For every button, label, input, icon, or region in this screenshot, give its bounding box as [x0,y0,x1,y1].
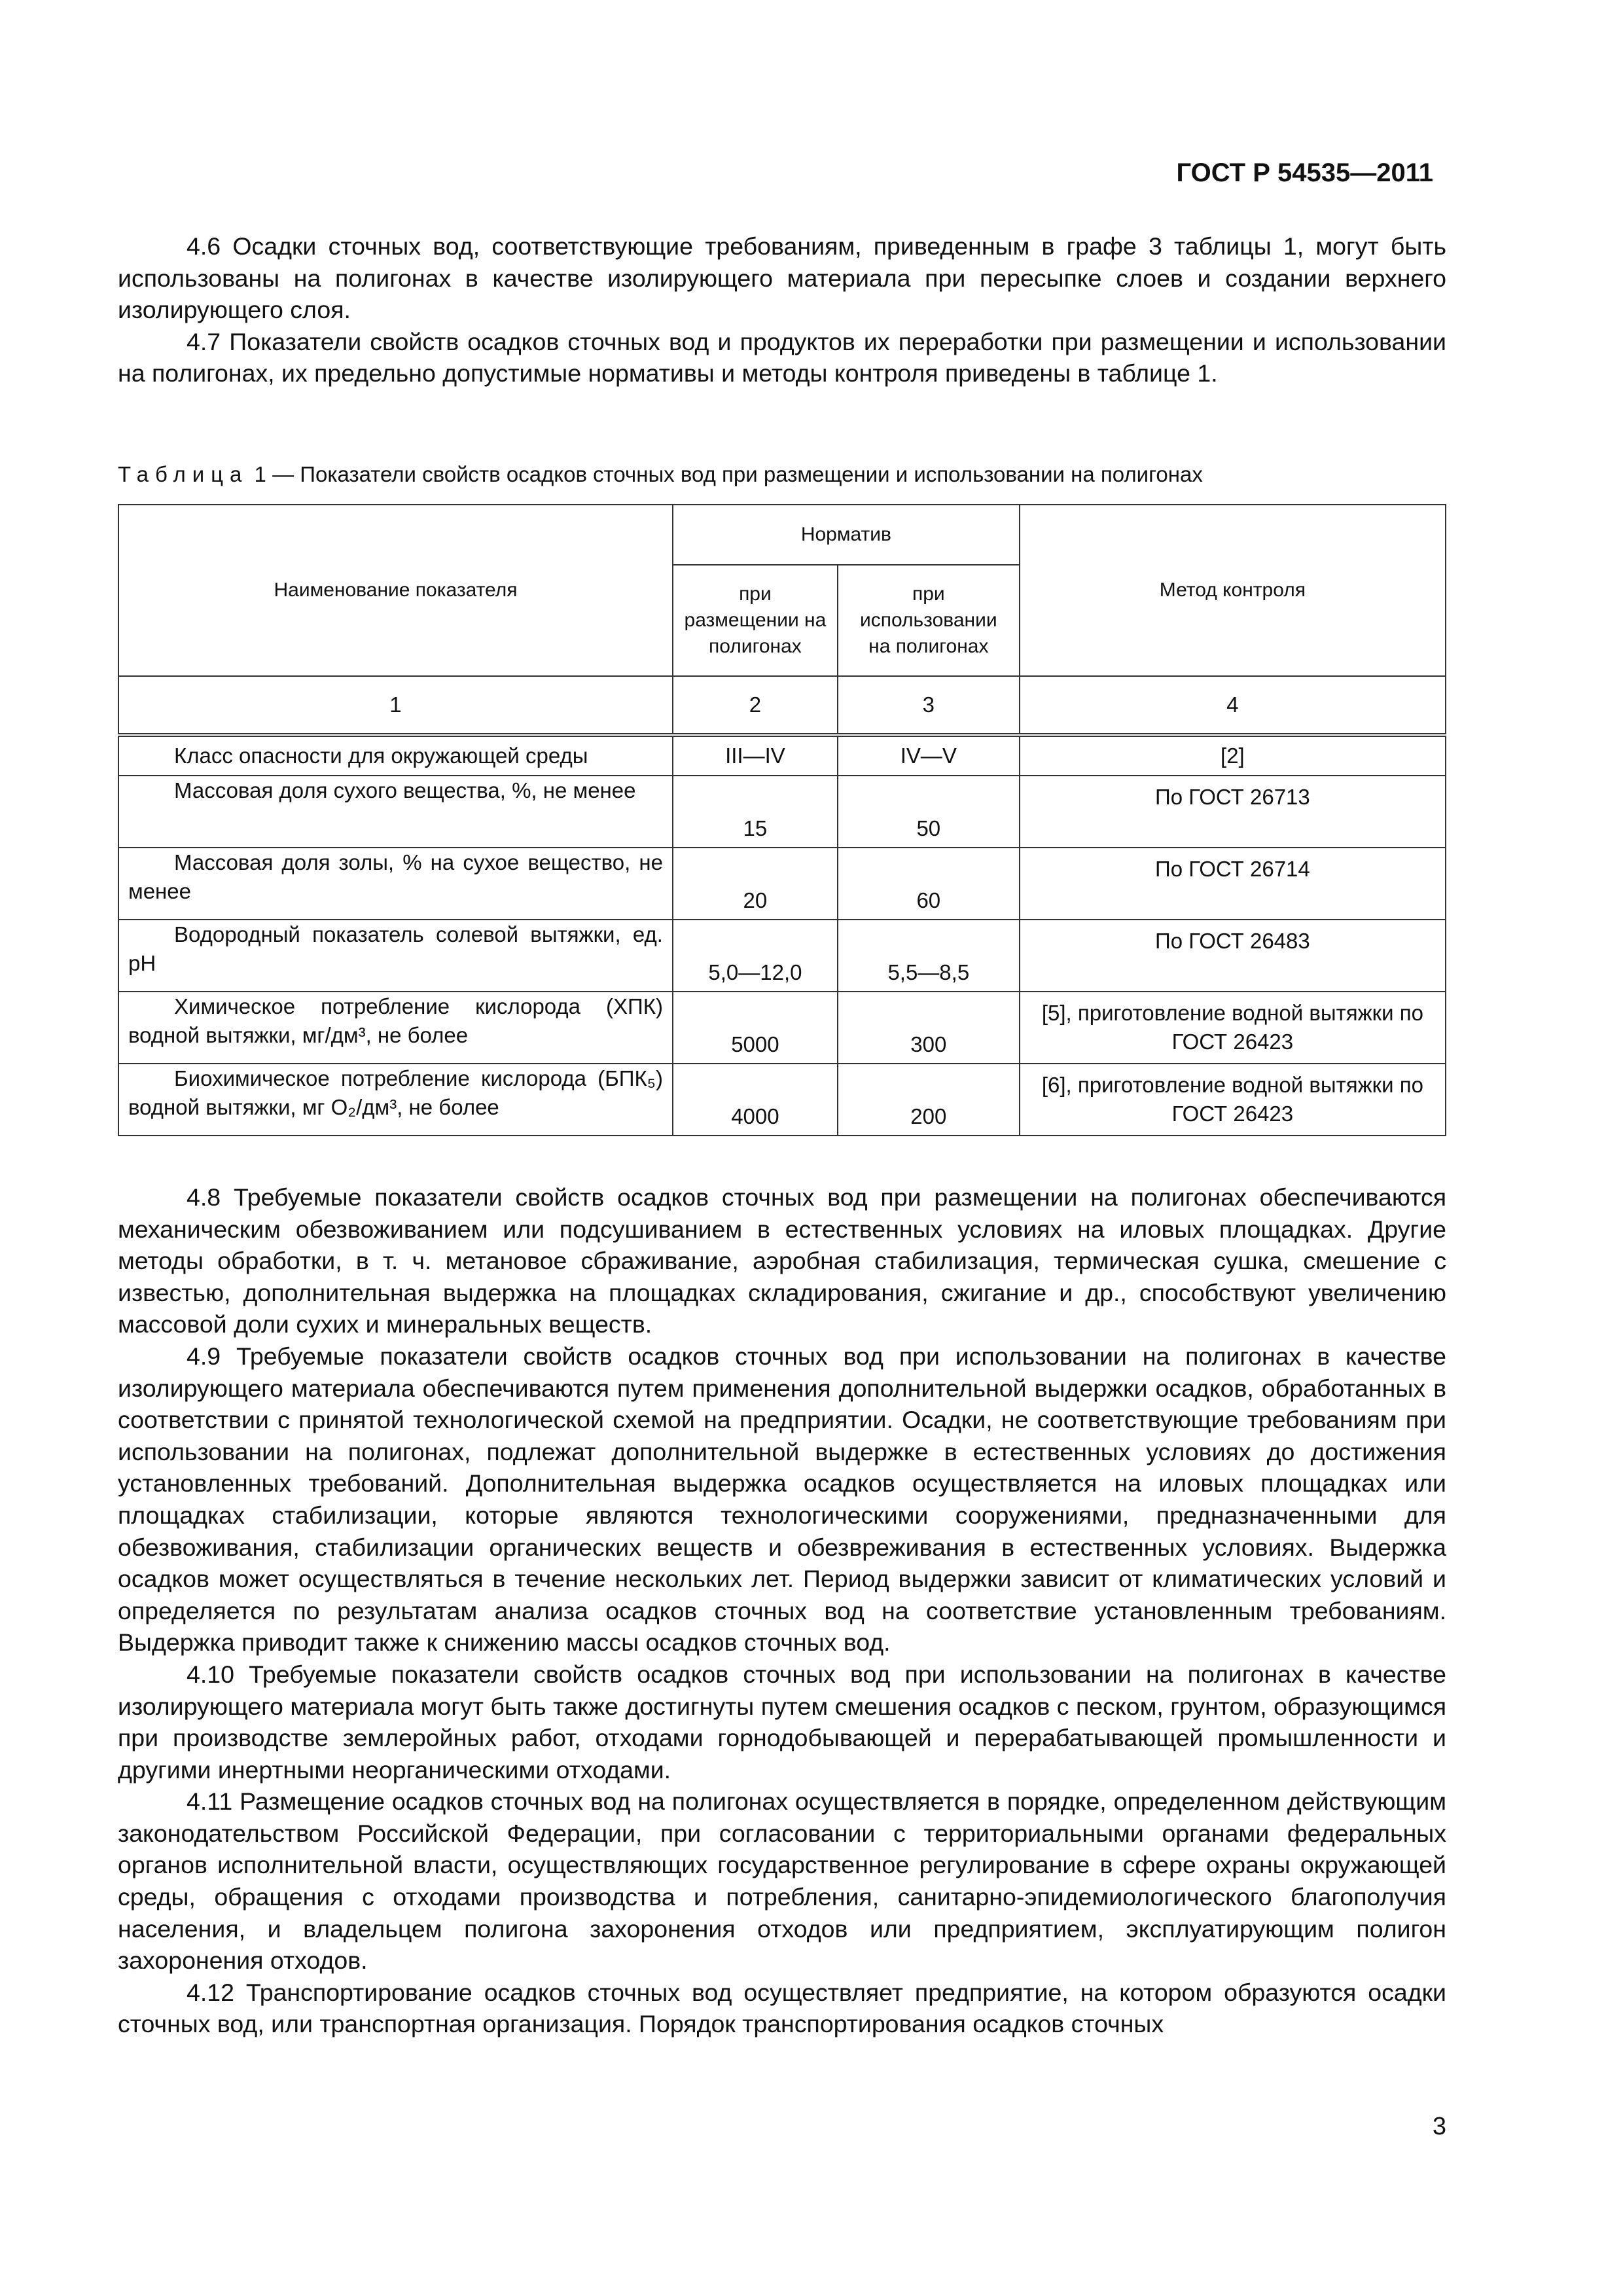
row-use-cell: 50 [838,776,1020,848]
main-text-block [118,1181,1446,2040]
table-caption-text: 1 — Показатели свойств осадков сточных вод при размещении и использовании на полигонах [248,462,1203,486]
row-method-cell: [5], приготовление водной вытяжки по ГОСТ 26423 [1020,992,1446,1064]
column-number-row [118,676,1446,735]
table-row [118,776,1446,848]
row-use-cell: 5,5—8,5 [838,920,1020,992]
row-method-cell: [6], приготовление водной вытяжки по ГОСТ 26423 [1020,1064,1446,1136]
row-method-cell: По ГОСТ 26713 [1020,776,1446,848]
table-row [118,992,1446,1064]
row-use-cell: 60 [838,848,1020,920]
row-method-cell: По ГОСТ 26483 [1020,920,1446,992]
column-number: 3 [838,676,1020,735]
paragraph-4-11: 4.11 Размещение осадков сточных вод на полигонах осуществляется в порядке, определенном действующим законодательством Российской Федерации, при согласовании с территориальными органами федеральных органов исполнительной власти, осуществляющих государственное регулирование в сфере охраны окружающей среды, обращения с отходами производства и потребления, санитарно-эпидемиологического благополучия населения, и владельцем полигона захоронения отходов или предприятием, эксплуатирующим полигон захоронения отходов. [118,1787,1446,1975]
row-placement-cell: 5,0—12,0 [673,920,838,992]
row-name-cell: Химическое потребление кислорода (ХПК) водной вытяжки, мг/дм³, не более [118,992,673,1064]
row-placement-cell: 20 [673,848,838,920]
table-caption [118,462,1203,487]
paragraph-4-12: 4.12 Транспортирование осадков сточных вод осуществляет предприятие, на котором образуются осадки сточных вод, или транспортная организация. Порядок транспортирования осадков сточных [118,1978,1446,2038]
table-row [118,848,1446,920]
paragraph-4-10: 4.10 Требуемые показатели свойств осадков сточных вод при использовании на полигонах в качестве изолирующего материала могут быть также достигнуты путем смешения осадков с песком, грунтом, образующимся при производстве землеройных работ, отходами горнодобывающей и перерабатывающей промышленности и другими инертными неорганическими отходами. [118,1660,1446,1784]
row-placement-cell: 15 [673,776,838,848]
indicators-table [118,504,1446,1136]
row-method-cell: [2] [1020,735,1446,776]
header-placement-cell: при размещении на полигонах [673,565,838,676]
row-use-cell: IV—V [838,735,1020,776]
row-placement-cell: 4000 [673,1064,838,1136]
column-number: 1 [118,676,673,735]
row-name-cell: Класс опасности для окружающей среды [118,735,673,776]
table-row [118,735,1446,776]
header-method-cell: Метод контроля [1020,505,1446,676]
table-header-row-1 [118,505,1446,565]
paragraph-4-6: 4.6 Осадки сточных вод, соответствующие требованиям, приведенным в графе 3 таблицы 1, могут быть использованы на полигонах в качестве изолирующего материала при пересыпке слоев и создании верхнего изолирующего слоя. [118,232,1446,324]
paragraph-4-9: 4.9 Требуемые показатели свойств осадков сточных вод при использовании на полигонах в качестве изолирующего материала обеспечиваются путем применения дополнительной выдержки осадков, обработанных в соответствии с принятой технологической схемой на предприятии. Осадки, не соответствующие требованиям при использовании на полигонах, подлежат дополнительной выдержке в естественных условиях до достижения установленных требований. Дополнительная выдержка осадков осуществляется на иловых площадках или площадках стабилизации, которые являются технологическими сооружениями, предназначенными для обезвоживания, стабилизации органических веществ и обезвреживания в естественных условиях. Выдержка осадков может осуществляться в течение нескольких лет. Период выдержки зависит от климатических условий и определяется по результатам анализа осадков сточных вод на соответствие установленным требованиям. Выдержка приводит также к снижению массы осадков сточных вод. [118,1342,1446,1657]
row-name-cell: Массовая доля золы, % на сухое вещество, не менее [118,848,673,920]
row-placement-cell: 5000 [673,992,838,1064]
header-norm-cell: Норматив [673,505,1020,565]
table-caption-word: Таблица [118,462,249,486]
document-id-header: ГОСТ Р 54535—2011 [1176,158,1433,187]
header-use-cell: при использовании на полигонах [838,565,1020,676]
table-row [118,920,1446,992]
row-method-cell: По ГОСТ 26714 [1020,848,1446,920]
table-row [118,1064,1446,1136]
column-number: 2 [673,676,838,735]
row-use-cell: 200 [838,1064,1020,1136]
paragraph-4-7: 4.7 Показатели свойств осадков сточных вод и продуктов их переработки при размещении и использовании на полигонах, их предельно допустимые нормативы и методы контроля приведены в таблице 1. [118,327,1446,387]
intro-text-block [118,230,1446,389]
row-name-cell: Водородный показатель солевой вытяжки, ед. рН [118,920,673,992]
row-name-cell: Массовая доля сухого вещества, %, не менее [118,776,673,848]
column-number: 4 [1020,676,1446,735]
row-name-cell: Биохимическое потребление кислорода (БПК₅) водной вытяжки, мг O₂/дм³, не более [118,1064,673,1136]
page-number: 3 [1432,2113,1446,2140]
header-name-cell: Наименование показателя [118,505,673,676]
row-placement-cell: III—IV [673,735,838,776]
row-use-cell: 300 [838,992,1020,1064]
paragraph-4-8: 4.8 Требуемые показатели свойств осадков сточных вод при размещении на полигонах обеспечиваются механическим обезвоживанием или подсушиванием в естественных условиях на иловых площадках. Другие методы обработки, в т. ч. метановое сбраживание, аэробная стабилизация, термическая сушка, смешение с известью, дополнительная выдержка на площадках складирования, сжигание и др., способствуют увеличению массовой доли сухих и минеральных веществ. [118,1183,1446,1338]
